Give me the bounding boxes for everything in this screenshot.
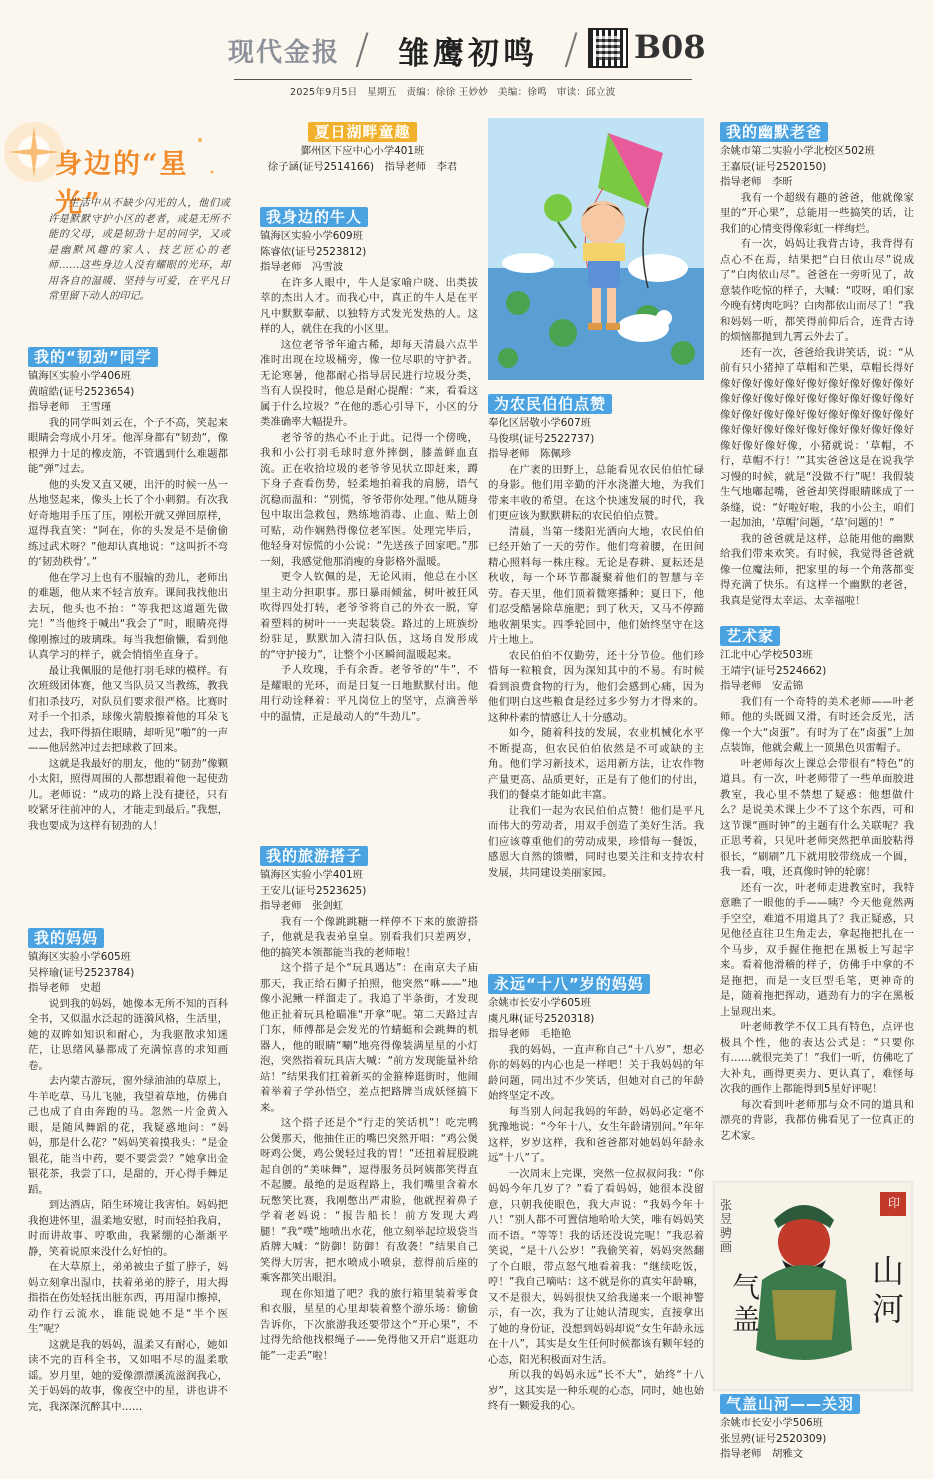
article-school: 奉化区居敬小学607班 bbox=[488, 417, 591, 429]
artwork-school: 鄞州区下应中心小学401班 bbox=[300, 145, 425, 157]
artwork-title: 气盖山河——关羽 bbox=[720, 1394, 860, 1414]
article-tough-classmate: 我的“韧劲”同学 镇海区实验小学406班 黄暄皓(证号2523654) 指导老师 王雪瑾 我的同学叫刘云在，个子不高，笑起来眼睛会弯成小月牙。他浑身都有“韧劲”，像根弹力十足的橡皮筋，不管遇到什么难题都能“弹”过去。 他的头发又直又硬，出汗的时候一丛一丛地竖起来，像头上长了个小刺猬。有次我好奇地用手压了压，刚松开就又弹回原样，逗得我直笑：“阿在，你的头发是不是偷偷练过武术呀？”他却认真地说：“这叫折不弯的‘韧劲秩骨’。” 他在学习上也有不服输的劲儿，老师出的难题，他从来不轻言放弃。课间我找他出去玩，他头也不抬：“等我把这道题先做完！”当他终于喊出“我会了”时，眼睛亮得像刚擦过的玻璃珠。每当我想偷懒，看到他认真学习的样子，就会悄悄坐直身子。 最让我佩服的是他打羽毛球的模样。有次班级团体赛，他又当队员又当教练，教我们扣杀技巧，对队员们要求很严格。比赛时对手一个扣杀，球像火箭般擦着他的耳朵飞过去，我吓得捂住眼睛，却听见“啪”的一声——他居然冲过去把球救了回来。 这就是我最好的朋友，他的“韧劲”像颗小太阳，照得周围的人都想跟着他一起使劲儿。老师说：“成功的路上没有捷径，只有咬紧牙往前冲的人，才能走到最后。”我想，我也要成为这样有韧劲的人！ bbox=[28, 348, 228, 832]
artwork-author: 张昱骋(证号2520309) bbox=[720, 1432, 827, 1445]
article-artist: 艺术家 江北中心学校503班 王靖宇(证号2524662) 指导老师 安孟锦 我们有一个奇特的美术老师——叶老师。他的头既圆又滑，有时还会反光，活像一个大“卤蛋”。有时为了在“卤蛋”上加点装饰，他就会戴上一顶黑色贝雷帽子。 叶老师每次上课总会带很有“特色”的道具。有一次，叶老师带了一些单面胶进教室，我心里不禁想了疑惑：他想做什么？是说美术课上少不了这个东西，可和这节课“画时钟”的主题有什么关联呢？我正思考着，只见叶老师突然把单面胶粘得很长，“刷刷”几下就用胶带绕成一个圆，我一看，哦，还真像时钟的轮廓！ 还有一次，叶老师走进教室时，我特意瞧了一眼他的手——咦？今天他竟然两手空空，难道不用道具了？我正疑惑，只见他径直往卫生角走去，拿起拖把扎在一个马步，双手握住拖把在黑板上写起字来。看着他滑稽的样子，仿佛手中拿的不是拖把，而是一支巨型毛笔，更神奇的是，随着拖把挥动，遒劲有力的字在黑板上显现出来。 叶老师教学不仅工具有特色，点评也极具个性，他的表达公式是：“只要你有……就很完美了！”我们一听，仿佛吃了大补丸，画得更卖力、更认真了，难怪每次我的画作上都能得到5星好评呢！ 每次看到叶老师那与众不同的道具和漂亮的背影，我都仿佛看见了一位真正的艺术家。 bbox=[720, 627, 914, 1142]
divider-slash: / bbox=[564, 24, 579, 73]
article-travel-buddy: 我的旅游搭子 镇海区实验小学401班 王安儿(证号2523625) 指导老师 张剑虹 我有一个像跳跳糖一样停不下来的旅游搭子，他就是我表弟皇皇。别看我们只差两岁，他的搞笑本领都能当我的老师啦！ 这个搭子是个“玩具遇达”：在南京夫子庙那天，我正给石狮子拍照，他突然“咻——”地像小泥鳅一样溜走了。我追了半条街，才发现他正扯着玩具枪瞄准“开拿”呢。第二天路过吉门东，师傅都是会发光的竹蜻蜓和会跳舞的机器人，他的眼睛“唰”地亮得像装满星星的小灯泡，突然指着玩具店大喊：“前方发现能量补给站！”结果我们扛着新买的金箍棒逛街时，他闹着举着子学孙悟空，差点把路牌当成妖怪搞下来。 这个搭子还是个“行走的笑话机”！吃完鸭公煲那天，他抽住正的嘴巴突然开唱：“鸡公煲呀鸡公煲，鸡公煲轻过我的胃！”还扭着屁股跳起自创的“美味舞”，逗得服务员阿姨都笑得直不起腰。最绝的是返程路上，我们嘴里含着水玩憋笑比赛，我刚憋出严肃脸，他就捏着鼻子学着老妈说：“报告船长！前方发现大鸡腿！”我“噗”地喷出水花，他立刻举起垃圾袋当盾牌大喊：“防御！防御！有敌袭！”结果自己笑得大厉害，把水喷成小喷泉，惹得前后座的乘客都笑出眼泪。 现在你知道了吧？我的旅行箱里装着零食和衣服，星星的心里却装着整个游乐场：偷偷告诉你，下次旅游我还要带这个“开心果”，不过得先给他找根绳子——免得他又开启“逛逛功能”一走丢”啦！ bbox=[260, 847, 478, 1362]
article-title: 为农民伯伯点赞 bbox=[488, 394, 612, 414]
article-teacher: 指导老师 安孟锦 bbox=[720, 680, 804, 692]
artist-signature: 张昱骋画 bbox=[720, 1198, 733, 1254]
article-author: 陈睿依(证号2523812) bbox=[260, 245, 367, 258]
article-funny-dad: 我的幽默老爸 余姚市第二实验小学北校区502班 王嘉辰(证号2520150) 指导老师 李昕 我有一个超级有趣的爸爸，他就像家里的“开心果”，总能用一些搞笑的话，让我们的心情变得像彩虹一样绚烂。 有一次，妈妈让我背古诗，我背得有点心不在焉，结果把“白日依山尽”说成了“白肉依山尽”。爸爸在一旁听见了，故意装作吃惊的样子，大喊：“哎呀，咱们家今晚有烤肉吃吗？白肉都依山而尽了！”我和妈妈一听，都笑得前仰后合，连背古诗的烦恼都抛到九霄云外去了。 还有一次，爸爸给我讲笑话，说：“从前有只小猪掉了草帽和芒果，草帽长得好像好像好像好像好像好像好像好像好像好像好像好像好像好像好像好像好像好像好像好像好像好像好像好像好像好像好像好像好像好像好像好像好像好像好像好像好像好像好像好像，小猪就说：‘草帽，不行，草帽不行！’”其实爸爸这是在说我学习慢的时候，就是“没做不行”呢！我假装生气地嘟起嘴，爸爸却笑得眼睛眯成了一条缝，说：“好啦好啦，我的小公主，咱们一起加油，‘草帽’问题，‘草’问题的！” 我的爸爸就是这样，总能用他的幽默给我们带来欢笑。有时候，我觉得爸爸就像一位魔法师，把家里的每一个角落都变得充满了快乐。有这样一个幽默的老爸，我真是觉得太幸运、太幸福啦！ bbox=[720, 123, 914, 607]
seal-stamp: 印 bbox=[887, 1196, 900, 1210]
article-school: 余姚市第二实验小学北校区502班 bbox=[720, 145, 875, 157]
article-author: 马俊琪(证号2522737) bbox=[488, 432, 595, 445]
article-school: 镇海区实验小学406班 bbox=[28, 370, 131, 382]
article-teacher: 指导老师 冯雪波 bbox=[260, 261, 344, 273]
page-number: B08 bbox=[634, 28, 706, 66]
theme-banner bbox=[0, 100, 234, 219]
article-school: 余姚市长安小学605班 bbox=[488, 997, 591, 1009]
divider-slash: / bbox=[355, 24, 370, 73]
column-title: 雏鹰初鸣 bbox=[398, 36, 538, 72]
article-school: 镇海区实验小学605班 bbox=[28, 951, 131, 963]
article-title: 我的幽默老爸 bbox=[720, 122, 828, 142]
article-awesome-person: 我身边的牛人 镇海区实验小学609班 陈睿依(证号2523812) 指导老师 冯雪波 在许多人眼中，牛人是家喻户晓、出类拔萃的杰出人才。而我心中，真正的牛人是在平凡中默默奉献、以独特方式发光发热的人。这样的人，就住在我的小区里。 这位老爷爷年逾古稀，却每天清晨六点半准时出现在垃圾桶旁，像一位尽职的守护者。无论寒暑，他都耐心指导居民进行垃圾分类，当有人误投时，他总是耐心提醒：“来，看看这属于什么垃圾？”在他的悉心引导下，小区的分类准确率大幅提升。 老爷爷的热心不止于此。记得一个傍晚，我和小公打羽毛球时意外摔倒，膝盖鲜血直流。正在收拾垃圾的老爷爷见状立即赶来，蹲下身子查看伤势，轻柔地拍着我的肩膀，语气沉稳而温和：“别慌，爷爷带你处理。”他从随身包中取出急救包，熟练地消毒、止血、贴上创可贴，动作娴熟得像位老军医。处理完毕后，他轻身对惊慌的小公说：“先送孩子回家吧。”那一刻，我感觉他那消瘦的身影格外温暖。 更令人钦佩的是，无论风雨，他总在小区里主动分担职事。那日暴雨倾盆，树叶被狂风吹得四处打转，老爷爷将自己的外衣一脱，穿着塑料的树叶一一夹起装袋。路过的上班族纷纷驻足，默默加入清扫队伍，这场自发形成的“守护接力”，让整个小区瞬间温暖起来。 予人玫瑰，手有余香。老爷爷的“牛”，不是耀眼的光环，而是日复一日地默默付出。他用行动诠释着：平凡岗位上的坚守，点滴善举中的温情，正是最动人的“牛劲儿”。 bbox=[260, 208, 478, 723]
article-eighteen-mom: 永远“十八”岁的妈妈 余姚市长安小学605班 虞凡琳(证号2520318) 指导老师 毛艳艳 我的妈妈，一直声称自己“十八岁”，想必你的妈妈的内心也是一样吧！关于我妈妈的年龄问题，同出过不少笑话，但她对自己的年龄始终坚定不改。 每当别人问起我妈的年龄，妈妈必定毫不犹豫地说：“今年十八，女生年龄请别问。”年年这样，岁岁这样，我和爸爸都对她妈妈年龄永远“十八”了。 一次周末上完课，突然一位叔叔问我：“你妈妈今年几岁了？”看了看妈妈，她很本没留意，只朝我使眼色，我大声说：“我妈今年十八！”别人都不可置信地哈哈大笑，唯有妈妈笑而不语。“等等！我的话还没说完呢！”我忍着笑说，“是十八公岁！”我偷笑着，妈妈突然翻了个白眼，带点怒气地看着我：“继续吃饭，哼！”我自己嘀咕：这不就是你的真实年龄嘛，又不是很大，妈妈很快又给我递来一个眼神警示，有一次，我为了让她认清现实，直接拿出了她的身份证，没想到妈妈却说“女生年龄永远在十八”，其实是女生任何时候都该有颗年轻的心态，阳光积极面对生活。 所以我的妈妈永远“长不大”，始终“十八岁”，这其实是一种乐观的心态，同时，她也始终有一颗爱我的心。 bbox=[488, 975, 704, 1412]
dateline: 2025年9月5日 星期五 责编：徐徐 王妙妙 美编：徐鸣 审读：邱立波 bbox=[290, 87, 616, 98]
artwork-caption-guanyu bbox=[720, 1390, 914, 1463]
article-school: 江北中心学校503班 bbox=[720, 649, 813, 661]
artwork-school: 余姚市长安小学506班 bbox=[720, 1417, 823, 1429]
article-teacher: 指导老师 王雪瑾 bbox=[28, 401, 112, 413]
qr-code-icon[interactable] bbox=[588, 28, 628, 68]
article-author: 吴梓瑜(证号2523784) bbox=[28, 966, 135, 979]
article-author: 王靖宇(证号2524662) bbox=[720, 664, 827, 677]
article-title: 我的“韧劲”同学 bbox=[28, 347, 158, 367]
header-rule bbox=[234, 79, 692, 80]
article-my-mom: 我的妈妈 镇海区实验小学605班 吴梓瑜(证号2523784) 指导老师 史超 说到我的妈妈，她像本无所不知的百科全书，又似温水泛起的涟漪风格，生活里，她的双眸如知识和耐心，为我驱散求知迷茫，让思绪风暴都成了充满惊喜的求知画卷。 去内蒙古游玩，窗外绿油油的草原上，牛羊吃草、马儿飞驰，我望着草地，仿佛自己也成了自由奔跑的马。忽然一片金黄入眼，是随风舞蹈的花，我疑惑地问：“妈妈，那是什么花？”妈妈笑着摸我头：“是金银花，能当中药，要不要尝尝？”她拿出金银花茶，我尝了口，是甜的，开心得手舞足蹈。 到达酒店，陌生环境让我害怕。妈妈把我抱进怀里，温柔地安慰，时而轻拍我肩，时而讲故事、哼歌曲，我紧绷的心渐渐平静，笑着说原来没什么好怕的。 在大草原上，弟弟被虫子蜇了脖子，妈妈立刻拿出湿巾，扶着弟弟的脖子，用大拇指指在伤处轻抚出脏东西，再用湿巾擦掉，动作行云流水，谁能说她不是“半个医生”呢？ 这就是我的妈妈，温柔又有耐心，她如读不完的百科全书，又如唱不尽的温柔歌谣。岁月里，她的爱像漂漂溪流滋润我心，关于妈妈的故事，像夜空中的星，讲也讲不完，我深深沉醉其中…… bbox=[28, 929, 228, 1413]
article-school: 镇海区实验小学401班 bbox=[260, 869, 363, 881]
theme-intro: 生活中从不缺少闪光的人，他们或许是默默守护小区的老者，或是无所不能的父母，或是韧劲十足的同学，又或是幽默风趣的家人、技艺匠心的老师……这些身边人没有耀眼的光环，却用各自的温暖、坚持与可爱，在平凡日常里留下动人的印记。 bbox=[48, 198, 230, 302]
article-author: 黄暄皓(证号2523654) bbox=[28, 385, 135, 398]
article-farmers: 为农民伯伯点赞 奉化区居敬小学607班 马俊琪(证号2522737) 指导老师 陈佩珍 在广袤的田野上，总能看见农民伯伯忙碌的身影。他们用辛勤的汗水浇灌大地，为我们带来丰收的希望。在这个快速发展的时代，我们更应该为默默耕耘的农民伯伯点赞。 清晨，当第一缕阳光洒向大地，农民伯伯已经开始了一天的劳作。他们弯着腰，在田间精心照料每一株庄稼。无论是春耕、夏耘还是秋收，每一个环节都凝聚着他们的智慧与辛劳。春天里，他们顶着微寒播种；夏日下，他们忍受酷暑除草施肥；到了秋天，又马不停蹄地收割果实。四季轮回中，他们始终坚守在这片土地上。 农民伯伯不仅勤劳，还十分节俭。他们珍惜每一粒粮食，因为深知其中的不易。有时候看到浪费食物的行为，他们会感到心痛，因为他们明白这些粮食是经过多少努力才得来的。这种朴素的情感让人十分感动。 如今，随着科技的发展，农业机械化水平不断提高，但农民伯伯依然是不可或缺的主角。他们学习新技术，运用新方法，让农作物产量更高、品质更好，正是有了他们的付出，我们的餐桌才能如此丰富。 让我们一起为农民伯伯点赞！他们是平凡而伟大的劳动者，用双手创造了美好生活。我们应该尊重他们的劳动成果，珍惜每一餐饭，感恩大自然的馈赠，同时也要关注和支持农村发展，共同建设美丽家园。 bbox=[488, 395, 704, 879]
article-author: 王嘉辰(证号2520150) bbox=[720, 160, 827, 173]
painting-guan-yu bbox=[712, 1180, 914, 1392]
article-school: 镇海区实验小学609班 bbox=[260, 230, 363, 242]
calligraphy-left: 气盖 bbox=[732, 1271, 761, 1336]
artwork-caption-summer bbox=[240, 118, 485, 175]
article-teacher: 指导老师 李昕 bbox=[720, 176, 793, 188]
article-title: 我身边的牛人 bbox=[260, 207, 368, 227]
article-teacher: 指导老师 毛艳艳 bbox=[488, 1028, 572, 1040]
painting-summer-lakeside bbox=[488, 118, 704, 380]
brand-name: 现代金报 bbox=[228, 38, 341, 68]
artwork-title: 夏日湖畔童趣 bbox=[308, 122, 416, 142]
article-teacher: 指导老师 陈佩珍 bbox=[488, 448, 572, 460]
article-title: 艺术家 bbox=[720, 626, 780, 646]
article-title: 永远“十八”岁的妈妈 bbox=[488, 974, 650, 994]
theme-title: 身边的“星光” bbox=[55, 149, 189, 219]
article-teacher: 指导老师 史超 bbox=[28, 982, 101, 994]
artwork-teacher: 指导老师 胡雅文 bbox=[720, 1448, 804, 1460]
article-teacher: 指导老师 张剑虹 bbox=[260, 900, 344, 912]
article-title: 我的旅游搭子 bbox=[260, 846, 368, 866]
article-author: 虞凡琳(证号2520318) bbox=[488, 1012, 595, 1025]
article-author: 王安儿(证号2523625) bbox=[260, 884, 367, 897]
masthead bbox=[0, 0, 934, 100]
artwork-author-teacher: 徐子涵(证号2514166) 指导老师 李君 bbox=[267, 160, 458, 173]
calligraphy-right: 山河 bbox=[872, 1252, 905, 1328]
article-title: 我的妈妈 bbox=[28, 928, 104, 948]
